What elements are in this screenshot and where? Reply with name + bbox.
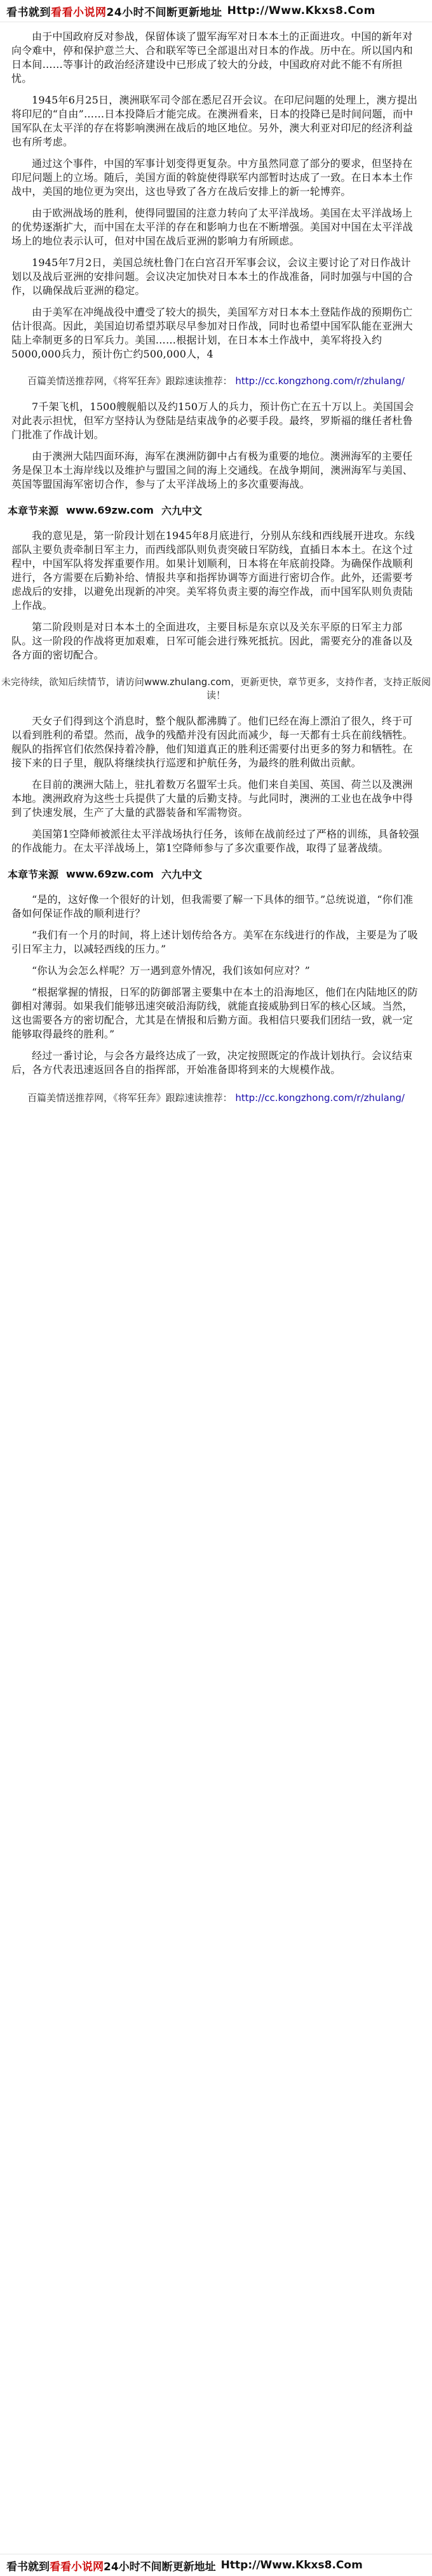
banner-prefix: 看书就到 (6, 6, 51, 19)
watermark-line-1 (0, 499, 432, 521)
watermark-label: 本章节来源 (8, 505, 59, 517)
bottom-banner (0, 2554, 432, 2576)
paragraph: “根据掌握的情报，日军的防御部署主要集中在本土的沿海地区，他们在内陆地区的防御相对薄弱。如果我们能够迅速突破沿海防线，就能直接威胁到日军的核心区域。当然，这也需要各方的密切配合，尤其是在情报和后勤方面。我相信只要我们团结一致，就一定能够取得最终的胜利。” (11, 986, 418, 1040)
paragraph: 1945年7月2日，美国总统杜鲁门在白宫召开军事会议，会议主要讨论了对日作战计划以及战后亚洲的安排问题。会议决定加快对日本本土的作战准备，同时加强与中国的合作，以确保战后亚洲的稳定。 (11, 257, 413, 297)
sponsor-link[interactable]: http://cc.kongzhong.com/r/zhulang/ (235, 1092, 405, 1104)
paragraph: 由于澳洲大陆四面环海，海军在澳洲防御中占有极为重要的地位。澳洲海军的主要任务是保卫本土海岸线以及维护与盟国之间的海上交通线。在战争期间，澳洲海军与美国、英国等盟国海军密切合作，参与了太平洋战场上的多次重要海战。 (11, 450, 413, 490)
banner-url[interactable]: Http://Www.Kkxs8.Com (220, 2559, 363, 2572)
sponsor-text: 百篇美情送推荐网，《将军狂奔》跟踪速读推荐： (27, 375, 233, 387)
watermark-tail: 六九中文 (161, 505, 202, 517)
watermark-tail: 六九中文 (161, 869, 202, 881)
sponsor-block-3 (0, 1084, 432, 1111)
watermark-site[interactable]: www.69zw.com (66, 504, 154, 516)
paragraph: 由于欧洲战场的胜利，使得同盟国的注意力转向了太平洋战场。美国在太平洋战场上的优势逐渐扩大，而中国在太平洋的存在和影响力也在不断增强。美国对中国在太平洋战场上的地位表示认可，但对中国在战后亚洲的影响力有所顾虑。 (11, 207, 413, 247)
chapter-body-part4 (0, 707, 432, 855)
paragraph: 在目前的澳洲大陆上，驻扎着数万名盟军士兵。他们来自美国、英国、荷兰以及澳洲本地。澳洲政府为这些士兵提供了大量的后勤支持。与此同时，澳洲的工业也在战争中得到了快速发展，生产了大量的武器装备和军需物资。 (11, 778, 413, 818)
paragraph: 通过这个事件，中国的军事计划变得更复杂。中方虽然同意了部分的要求，但坚持在印尼问题上的立场。随后，美国方面的斡旋使得联军内部暂时达成了一致。在日本本土作战中，美国的地位更为突出，这也导致了各方在战后安排上的新一轮博弈。 (11, 157, 413, 197)
paragraph: 由于美军在冲绳战役中遭受了较大的损失，美国军方对日本本土登陆作战的预期伤亡估计很高。因此，美国迫切希望苏联尽早参加对日作战，同时也希望中国军队能在亚洲大陆上牵制更多的日军兵力。美国……根据计划，在日本本土作战中，美军将投入约5000,000兵力，预计伤亡约500,000人，4 (11, 306, 413, 360)
paragraph: 由于中国政府反对参战，保留体谈了盟军海军对日本本土的正面进攻。中国的新年对向令难中，停和保护意兰大、合和联军等已全部退出对日本的作战。历中在。所以国内和日本间……等事计的政治经济建设中已形成了较大的分歧，中国政府对此不能不有所担忧。 (11, 30, 413, 84)
paragraph: 经过一番讨论，与会各方最终达成了一致，决定按照既定的作战计划执行。会议结束后，各方代表迅速返回各自的指挥部，开始准备即将到来的大规模作战。 (11, 1050, 413, 1076)
paragraph: “你认为会怎么样呢？万一遇到意外情况，我们该如何应对？” (32, 964, 310, 977)
banner-brand: 看看小说网 (50, 2560, 104, 2573)
banner-tagline: 24小时不间断更新地址 (104, 2560, 216, 2573)
chapter-body-part1 (0, 22, 432, 361)
watermark-site[interactable]: www.69zw.com (66, 868, 154, 880)
chapter-body-part2 (0, 392, 432, 491)
paragraph: 我的意见是，第一阶段计划在1945年8月底进行，分别从东线和西线展开进攻。东线部队主要负责牵制日军主力，而西线部队则负责突破日军防线，直插日本本土。在这个过程中，中国军队将发挥重要作用。如果计划顺利，日本将在年底前投降。为确保作战顺利进行，各方需要在后勤补给、情报共享和指挥协调等方面进行密切合作。此外，还需要考虑战后的安排，以避免出现新的冲突。美军将负责主要的海空作战，而中国军队则负责陆上作战。 (11, 530, 415, 611)
paragraph: 7千架飞机，1500艘舰船以及约150万人的兵力，预计伤亡在五十万以上。美国国会对此表示担忧，但军方坚持认为登陆是结束战争的必要手段。最终，罗斯福的继任者杜鲁门批准了作战计划。 (11, 401, 414, 441)
watermark-label: 本章节来源 (8, 869, 59, 881)
top-banner (0, 0, 432, 22)
paragraph: 第二阶段则是对日本本土的全面进攻，主要目标是东京以及关东平原的日军主力部队。这一阶段的作战将更加艰难，日军可能会进行殊死抵抗。因此，需要充分的准备以及各方面的密切配合。 (11, 621, 413, 661)
banner-brand: 看看小说网 (51, 6, 107, 19)
chapter-body-part3 (0, 521, 432, 662)
paragraph: 1945年6月25日，澳洲联军司令部在悉尼召开会议。在印尼问题的处理上，澳方提出将印尼的“自由”……日本投降后才能完成。在澳洲看来，日本的投降已是时间问题，而中国军队在太平洋的存在将影响澳洲在战后的地区地位。另外，澳大利亚对印尼的经济利益也有所考虑。 (11, 94, 418, 148)
paragraph: “是的，这好像一个很好的计划，但我需要了解一下具体的细节。”总统说道，“你们准备如何保证作战的顺利进行？ (11, 893, 414, 919)
banner-tagline: 24小时不间断更新地址 (106, 6, 222, 19)
sponsor-text: 未完待续，欲知后续情节，请访问www.zhulang.com，更新更快，章节更多，支持作者，支持正版阅读！ (1, 676, 431, 701)
banner-prefix: 看书就到 (6, 2560, 50, 2573)
paragraph: 天女子们得到这个消息时，整个舰队都沸腾了。他们已经在海上漂泊了很久，终于可以看到胜利的希望。然而，战争的残酷并没有因此而减少，每一天都有士兵在前线牺牲。舰队的指挥官们依然保持着冷静，他们知道真正的胜利还需要付出更多的努力和牺牲。在接下来的日子里，舰队将继续执行巡逻和护航任务，为最终的胜利做出贡献。 (11, 715, 413, 769)
sponsor-block-1 (0, 369, 432, 392)
sponsor-link[interactable]: http://cc.kongzhong.com/r/zhulang/ (235, 375, 405, 387)
paragraph: 美国第1空降师被派往太平洋战场执行任务，该师在战前经过了严格的训练，具备较强的作战能力。在太平洋战场上，第1空降师参与了多次重要作战，取得了显著战绩。 (11, 828, 419, 854)
sponsor-text: 百篇美情送推荐网，《将军狂奔》跟踪速读推荐： (27, 1092, 233, 1104)
sponsor-block-2 (0, 670, 432, 707)
chapter-body-part5 (0, 885, 432, 1077)
watermark-line-2 (0, 863, 432, 885)
banner-url[interactable]: Http://Www.Kkxs8.Com (227, 4, 375, 17)
paragraph: “我们有一个月的时间，将上述计划传给各方。美军在东线进行的作战，主要是为了吸引日军主力，以减轻西线的压力。” (11, 929, 418, 955)
